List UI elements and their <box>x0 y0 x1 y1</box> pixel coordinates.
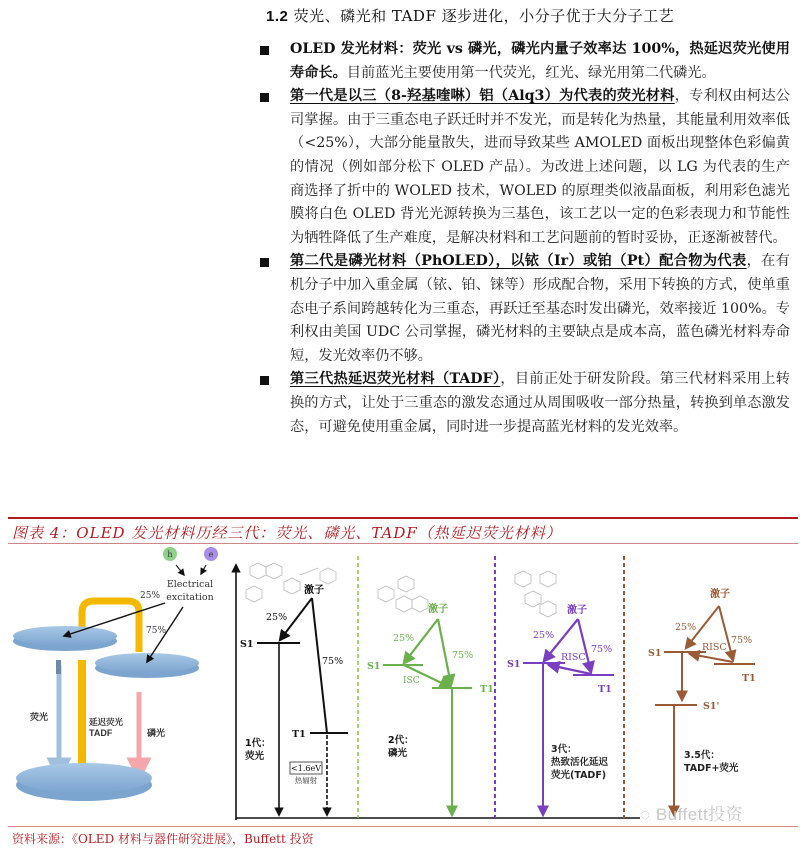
figure-title: 图表 4：OLED 发光材料历经三代：荧光、磷光、TADF（热延迟荧光材料） <box>12 524 562 542</box>
gen35-risc: RISC <box>702 642 727 653</box>
left-pct-25: 25% <box>140 591 161 601</box>
bullet-square-icon <box>260 376 269 385</box>
gen3-exciton: 激子 <box>567 605 587 616</box>
gen35-pct-25: 25% <box>675 622 697 633</box>
gen35-pct-75: 75% <box>731 635 753 646</box>
gen2-diagram <box>367 602 494 815</box>
gen1-pct-75: 75% <box>322 656 344 667</box>
bullet-oled-materials <box>258 38 790 85</box>
gen3-risc: RISC <box>561 652 586 663</box>
gen3-pct-75: 75% <box>591 644 613 655</box>
excitation-label-2: excitation <box>166 592 214 603</box>
gen1-heat: 热辐射 <box>294 776 318 785</box>
bullet-lead: 第三代热延迟荧光材料（TADF） <box>290 371 501 388</box>
gen3-diagram <box>507 603 614 815</box>
bullet-gen1 <box>258 85 790 250</box>
gen1-energy-gap: <1.6eV <box>291 764 321 773</box>
watermark <box>640 800 743 825</box>
gen35-s1: S1 <box>648 648 662 659</box>
hole-label: h <box>167 550 173 559</box>
left-phosphorescence-label: 磷光 <box>147 729 166 739</box>
electron-label: e <box>208 550 214 559</box>
figure-source: 资料来源：《OLED 材料与器件研究进展》，Buffett 投资 <box>12 832 314 846</box>
section-title <box>266 5 674 26</box>
molecule-sketches <box>246 563 556 617</box>
gen2-label-1: 2代： <box>388 735 414 746</box>
gen35-s1-prime: S1' <box>703 701 720 712</box>
bullet-lead: OLED 发光材料：荧光 vs 磷光，磷光内量子效率达 100%，热延迟荧光使用寿命长。 <box>290 41 790 81</box>
gen2-t1: T1 <box>480 684 494 695</box>
gen35-label-1: 3.5代： <box>684 750 720 761</box>
gen1-diagram <box>240 583 348 815</box>
gen3-t1: T1 <box>598 684 612 695</box>
bullet-body: ，在有机分子中加入重金属（铱、铂、铼等）形成配合物，采用下转换的方式，使单重态电子系间跨越转化为三重态，再跃迁至基态时发出磷光，效率接近 100%。专利权由美国 UDC 公司掌握，磷光材料的主要缺点是成本高，蓝色磷光材料寿命短，发光效率仍不够。 <box>290 253 790 364</box>
gen3-label-3: 荧光(TADF) <box>551 770 607 781</box>
gen3-pct-25: 25% <box>533 630 555 641</box>
bullet-body: ，目前正处于研发阶段。第三代材料采用上转换的方式，让处于三重态的激发态通过从周围吸收一部分热量，转换到单态激发态，可避免使用重金属，同时进一步提高蓝光材料的发光效率。 <box>290 371 790 435</box>
bullet-body: 目前蓝光主要使用第一代荧光，红光、绿光用第二代磷光。 <box>346 64 716 81</box>
left-tadf-label-2: TADF <box>89 728 113 738</box>
gen2-label-2: 磷光 <box>388 748 408 759</box>
gen3-s1: S1 <box>507 659 521 670</box>
gen35-t1: T1 <box>742 673 756 684</box>
gen1-label-2: 荧光 <box>245 751 265 762</box>
gen35-diagram <box>648 587 756 815</box>
section-title-text: 荧光、磷光和 TADF 逐步进化，小分子优于大分子工艺 <box>293 7 675 25</box>
bullet-square-icon <box>260 258 269 267</box>
left-fluorescence-label: 荧光 <box>30 713 49 723</box>
bullet-body: ，专利权由柯达公司掌握。由于三重态电子跃迁时并不发光，而是转化为热量，其能量利用效率低（<25%），大部分能量散失，进而导致某些 AMOLED 面板出现整体色彩偏黄的情况（例如部分松下 OLED 产品）。为改进上述问题，以 LG 为代表的生产商选择了折中的 WOLED 技术，WOLED 的原理类似液晶面板，利用彩色滤光膜将白色 OLED 背光光源转换为三基色，该工艺以一定的色彩表现力和节能性为牺牲降低了生产难度，是解决材料和工艺问题前的暂时妥协，正逐渐被替代。 <box>290 88 790 246</box>
left-panel <box>13 547 218 801</box>
figure-title-rule <box>8 543 798 544</box>
gen3-label-2: 热致活化延迟 <box>551 757 609 768</box>
oled-generations-diagram <box>0 545 800 825</box>
gen1-t1: T1 <box>292 729 306 740</box>
gen2-isc: ISC <box>403 676 420 686</box>
bullet-square-icon <box>260 93 269 102</box>
source-rule <box>8 826 798 827</box>
bullet-lead: 第二代是磷光材料（PhOLED），以铱（Ir）或铂（Pt）配合物为代表 <box>290 253 747 270</box>
left-tadf-label-1: 延迟荧光 <box>89 718 124 728</box>
watermark-text: Buffett投资 <box>655 805 744 824</box>
excitation-label-1: Electrical <box>166 579 214 590</box>
gen2-pct-25: 25% <box>393 633 415 644</box>
gen35-exciton: 激子 <box>710 589 730 600</box>
bullet-gen2 <box>258 250 790 368</box>
gen2-pct-75: 75% <box>452 650 474 661</box>
gen2-exciton: 激子 <box>428 604 448 615</box>
bullet-square-icon <box>260 46 269 55</box>
left-pct-75: 75% <box>146 626 167 636</box>
wechat-icon: ◌ <box>640 805 656 824</box>
bullet-list <box>258 38 790 439</box>
figure-top-rule <box>8 517 798 519</box>
gen3-label-1: 3代： <box>551 744 577 755</box>
section-number: 1.2 <box>266 8 289 25</box>
bullet-gen3 <box>258 368 790 439</box>
gen1-label-1: 1代： <box>245 738 271 749</box>
gen35-label-2: TADF+荧光 <box>684 763 739 774</box>
gen2-s1: S1 <box>367 661 381 672</box>
gen1-pct-25: 25% <box>266 612 288 623</box>
gen1-s1: S1 <box>240 639 254 650</box>
gen1-exciton: 激子 <box>304 585 324 596</box>
bullet-lead: 第一代是以三（8-羟基喹啉）铝（Alq3）为代表的荧光材料 <box>290 88 675 105</box>
